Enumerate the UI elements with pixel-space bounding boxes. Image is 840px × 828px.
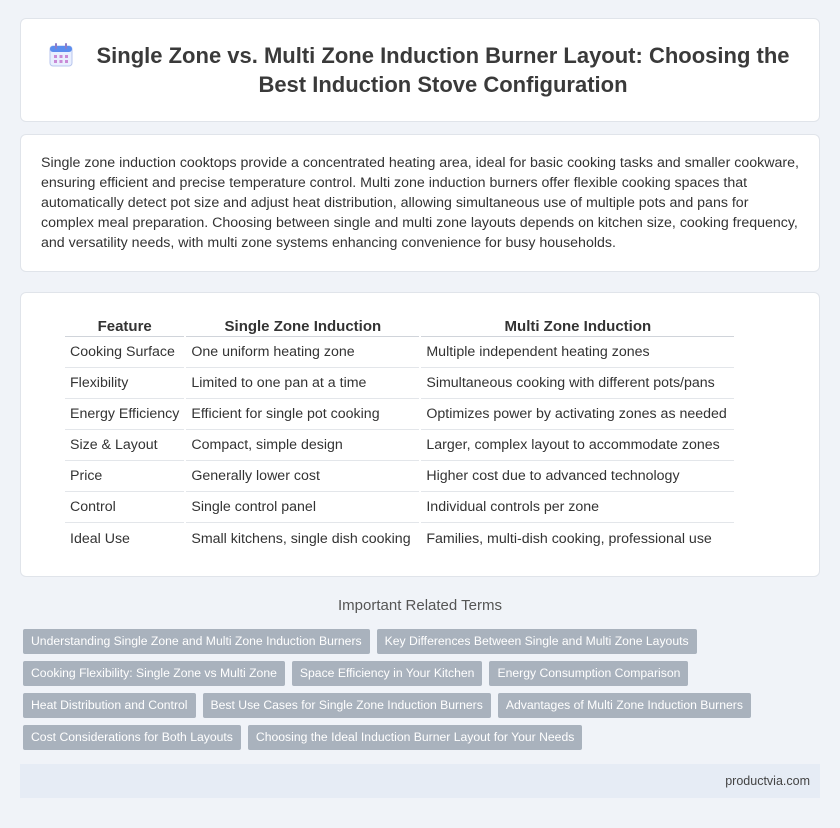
header-multi-zone: Multi Zone Induction xyxy=(421,313,734,337)
table-row xyxy=(65,399,734,430)
cell-multi: Higher cost due to advanced technology xyxy=(421,461,734,492)
cell-multi: Individual controls per zone xyxy=(421,492,734,523)
cell-multi: Families, multi-dish cooking, professional use xyxy=(426,530,712,547)
cell-feature: Energy Efficiency xyxy=(65,399,184,430)
related-term-tag[interactable]: Understanding Single Zone and Multi Zone Induction Burners xyxy=(23,629,370,654)
related-term-tag[interactable]: Cost Considerations for Both Layouts xyxy=(23,725,241,750)
cell-single: Limited to one pan at a time xyxy=(186,368,419,399)
cell-feature: Flexibility xyxy=(65,368,184,399)
header-feature: Feature xyxy=(65,313,184,337)
cell-single: Small kitchens, single dish cooking xyxy=(191,530,411,547)
related-term-tag[interactable]: Heat Distribution and Control xyxy=(23,693,196,718)
cell-feature: Ideal Use xyxy=(70,530,130,547)
cell-single: Efficient for single pot cooking xyxy=(186,399,419,430)
header-card xyxy=(20,18,820,122)
comparison-table xyxy=(63,313,736,554)
table-header-row xyxy=(65,313,734,337)
related-terms-list xyxy=(23,629,823,757)
related-term-tag[interactable]: Best Use Cases for Single Zone Induction Burners xyxy=(203,693,491,718)
calendar-icon xyxy=(47,41,75,69)
cell-feature: Control xyxy=(65,492,184,523)
related-terms-title: Important Related Terms xyxy=(338,597,502,614)
cell-multi: Larger, complex layout to accommodate zones xyxy=(421,430,734,461)
cell-feature: Cooking Surface xyxy=(65,337,184,368)
table-row xyxy=(65,430,734,461)
table-row xyxy=(65,492,734,523)
intro-card xyxy=(20,134,820,272)
related-term-tag[interactable]: Key Differences Between Single and Multi Zone Layouts xyxy=(377,629,697,654)
table-row xyxy=(65,523,734,554)
cell-single: Compact, simple design xyxy=(186,430,419,461)
page-title: Single Zone vs. Multi Zone Induction Burner Layout: Choosing the Best Induction Stove Configuration xyxy=(96,43,790,97)
footer xyxy=(20,764,820,798)
related-term-tag[interactable]: Choosing the Ideal Induction Burner Layout for Your Needs xyxy=(248,725,582,750)
footer-site-link[interactable]: productvia.com xyxy=(725,774,810,788)
cell-single: Generally lower cost xyxy=(186,461,419,492)
related-term-tag[interactable]: Cooking Flexibility: Single Zone vs Multi Zone xyxy=(23,661,285,686)
header-single-zone: Single Zone Induction xyxy=(186,313,419,337)
cell-single: One uniform heating zone xyxy=(186,337,419,368)
related-term-tag[interactable]: Advantages of Multi Zone Induction Burners xyxy=(498,693,751,718)
table-row xyxy=(65,337,734,368)
cell-multi: Multiple independent heating zones xyxy=(421,337,734,368)
table-row xyxy=(65,461,734,492)
cell-feature: Size & Layout xyxy=(65,430,184,461)
cell-feature: Price xyxy=(65,461,184,492)
related-term-tag[interactable]: Space Efficiency in Your Kitchen xyxy=(292,661,483,686)
table-row xyxy=(65,368,734,399)
cell-single: Single control panel xyxy=(186,492,419,523)
comparison-card xyxy=(20,292,820,577)
related-term-tag[interactable]: Energy Consumption Comparison xyxy=(489,661,688,686)
cell-multi: Simultaneous cooking with different pots/pans xyxy=(421,368,734,399)
intro-text: Single zone induction cooktops provide a concentrated heating area, ideal for basic cooking tasks and smaller cookware, ensuring efficient and precise temperature control. Multi zone induction burners offer flexible cooking spaces that automatically detect pot size and adjust heat distribution, allowing simultaneous use of multiple pots and pans for complex meal preparation. Choosing between single and multi zone layouts depends on kitchen size, cooking frequency, and versatility needs, with multi zone systems enhancing convenience for busy households. xyxy=(41,155,799,251)
cell-multi: Optimizes power by activating zones as needed xyxy=(421,399,734,430)
